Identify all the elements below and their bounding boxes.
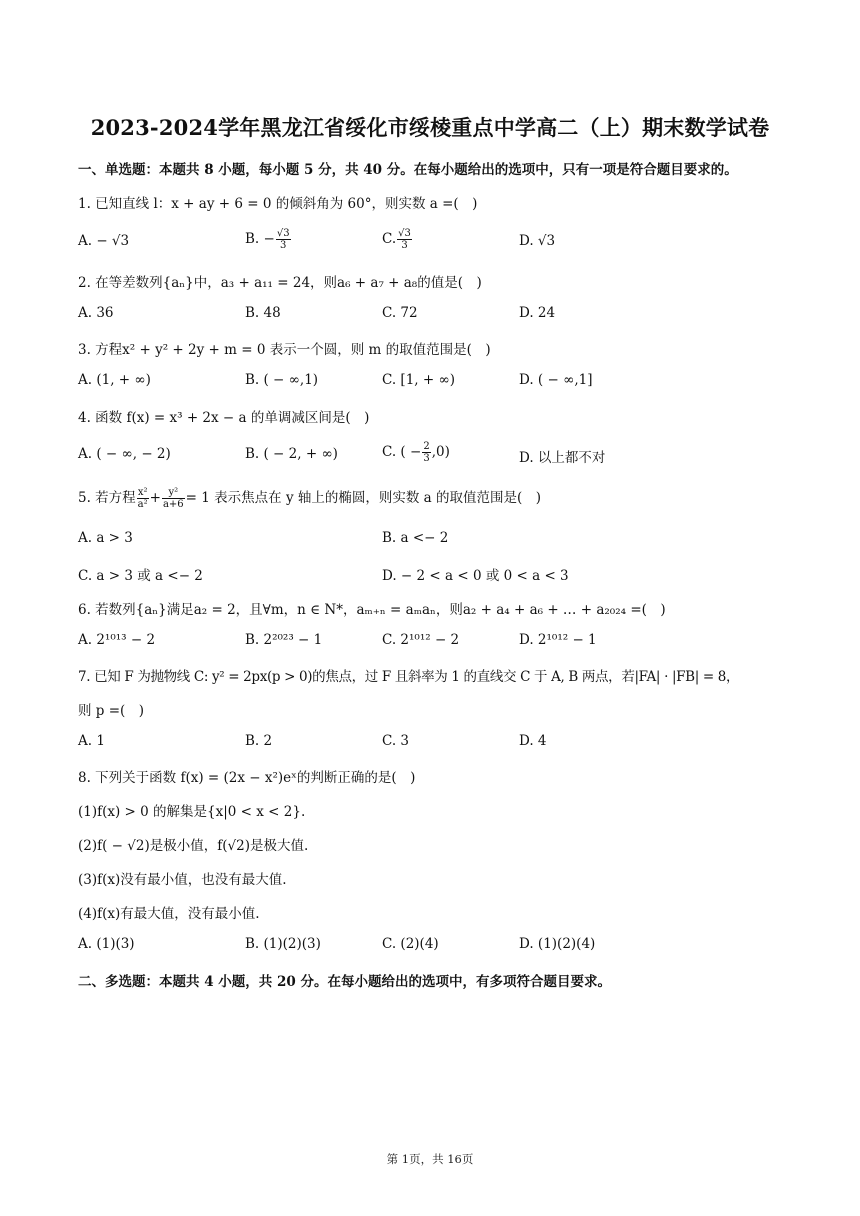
question-8-option-b: B. (1)(2)(3)	[245, 936, 321, 952]
question-2-option-b: B. 48	[245, 305, 281, 321]
fraction: $\frac{\text{y²}}{a+6}$	[162, 487, 184, 510]
exam-title: 2023-2024学年黑龙江省绥化市绥棱重点中学高二（上）期末数学试卷	[90, 115, 770, 140]
question-7-stem-line-2: 则 p =( )	[78, 703, 145, 719]
page-number-footer: 第 1页，共 16页	[386, 1152, 474, 1166]
section-single-choice-heading: 一、单选题：本题共 8 小题，每小题 5 分，共 40 分。在每小题给出的选项中，只有一项是符合题目要求的。	[78, 162, 738, 178]
question-4-option-d: D. 以上都不对	[519, 450, 606, 466]
question-7-option-b: B. 2	[245, 733, 273, 749]
question-7-option-c: C. 3	[382, 733, 410, 749]
question-8-option-d: D. (1)(2)(4)	[519, 936, 596, 952]
question-6-option-d: D. 2¹⁰¹² − 1	[519, 632, 597, 648]
question-1-option-c: C. $\frac{√3}{3}$	[382, 228, 411, 251]
question-4-option-b: B. ( − 2, + ∞)	[245, 446, 338, 462]
question-4-stem: 4. 函数 f(x) = x³ + 2x − a 的单调减区间是( )	[78, 410, 370, 426]
section-multiple-choice-heading: 二、多选题：本题共 4 小题，共 20 分。在每小题给出的选项中，有多项符合题目要求。	[78, 974, 611, 990]
question-1-stem: 1. 已知直线 l：x + ay + 6 = 0 的倾斜角为 60°，则实数 a =( )	[78, 196, 478, 212]
fraction: $\frac{√3}{3}$	[276, 228, 290, 251]
question-8-statement-1: (1)f(x) > 0 的解集是{x|0 < x < 2}.	[78, 804, 306, 820]
question-2-option-d: D. 24	[519, 305, 556, 321]
question-7-option-d: D. 4	[519, 733, 547, 749]
question-8-option-c: C. (2)(4)	[382, 936, 439, 952]
question-7-stem-line-1: 7. 已知 F 为抛物线 C: y² = 2px(p > 0)的焦点，过 F 且斜率为 1 的直线交 C 于 A, B 两点，若|FA| · |FB| = 8，	[78, 669, 740, 685]
question-6-option-c: C. 2¹⁰¹² − 2	[382, 632, 460, 648]
question-4-option-a: A. ( − ∞, − 2)	[78, 446, 171, 462]
question-5-option-b: B. a <− 2	[382, 530, 449, 546]
fraction: $\frac{2}{3}$	[423, 441, 430, 464]
fraction: $\frac{√3}{3}$	[398, 228, 411, 251]
question-1-option-b: B. − $\frac{√3}{3}$	[245, 228, 290, 251]
fraction: $\frac{\text{x²}}{\text{a²}}$	[137, 487, 148, 510]
question-8-statement-3: (3)f(x)没有最小值，也没有最大值.	[78, 872, 287, 888]
question-8-statement-4: (4)f(x)有最大值，没有最小值.	[78, 906, 260, 922]
question-5-option-d: D. − 2 < a < 0 或 0 < a < 3	[382, 568, 569, 584]
question-1-option-d: D. √3	[519, 233, 556, 249]
question-2-option-c: C. 72	[382, 305, 418, 321]
question-4-option-c: C. ( − $\frac{2}{3}$ ,0)	[382, 441, 450, 464]
question-6-option-a: A. 2¹⁰¹³ − 2	[78, 632, 156, 648]
question-8-statement-2: (2)f( − √2)是极小值，f(√2)是极大值.	[78, 838, 309, 854]
question-3-option-b: B. ( − ∞,1)	[245, 372, 319, 388]
question-8-stem: 8. 下列关于函数 f(x) = (2x − x²)eˣ的判断正确的是( )	[78, 770, 416, 786]
question-8-option-a: A. (1)(3)	[78, 936, 135, 952]
question-2-option-a: A. 36	[78, 305, 114, 321]
question-6-option-b: B. 2²⁰²³ − 1	[245, 632, 323, 648]
question-3-stem: 3. 方程x² + y² + 2y + m = 0 表示一个圆，则 m 的取值范围是( )	[78, 342, 491, 358]
question-6-stem: 6. 若数列{aₙ}满足a₂ = 2，且∀m，n ∈ N*，aₘ₊ₙ = aₘaₙ，则a₂ + a₄ + a₆ + … + a₂₀₂₄ =( )	[78, 602, 666, 618]
question-3-option-d: D. ( − ∞,1]	[519, 372, 593, 388]
question-5-option-a: A. a > 3	[78, 530, 133, 546]
question-5-stem: 5. 若方程 $\frac{\text{x²}}{\text{a²}}$ + $\frac{\text{y²}}{a+6}$ = 1 表示焦点在 y 轴上的椭圆，则实数 a 的取值范围是( )	[78, 487, 542, 510]
question-5-option-c: C. a > 3 或 a <− 2	[78, 568, 203, 584]
question-3-option-c: C. [1, + ∞)	[382, 372, 455, 388]
question-2-stem: 2. 在等差数列{aₙ}中，a₃ + a₁₁ = 24，则a₆ + a₇ + a₈的值是( )	[78, 275, 482, 291]
question-7-option-a: A. 1	[78, 733, 105, 749]
question-3-option-a: A. (1, + ∞)	[78, 372, 151, 388]
question-1-option-a: A. − √3	[78, 233, 130, 249]
